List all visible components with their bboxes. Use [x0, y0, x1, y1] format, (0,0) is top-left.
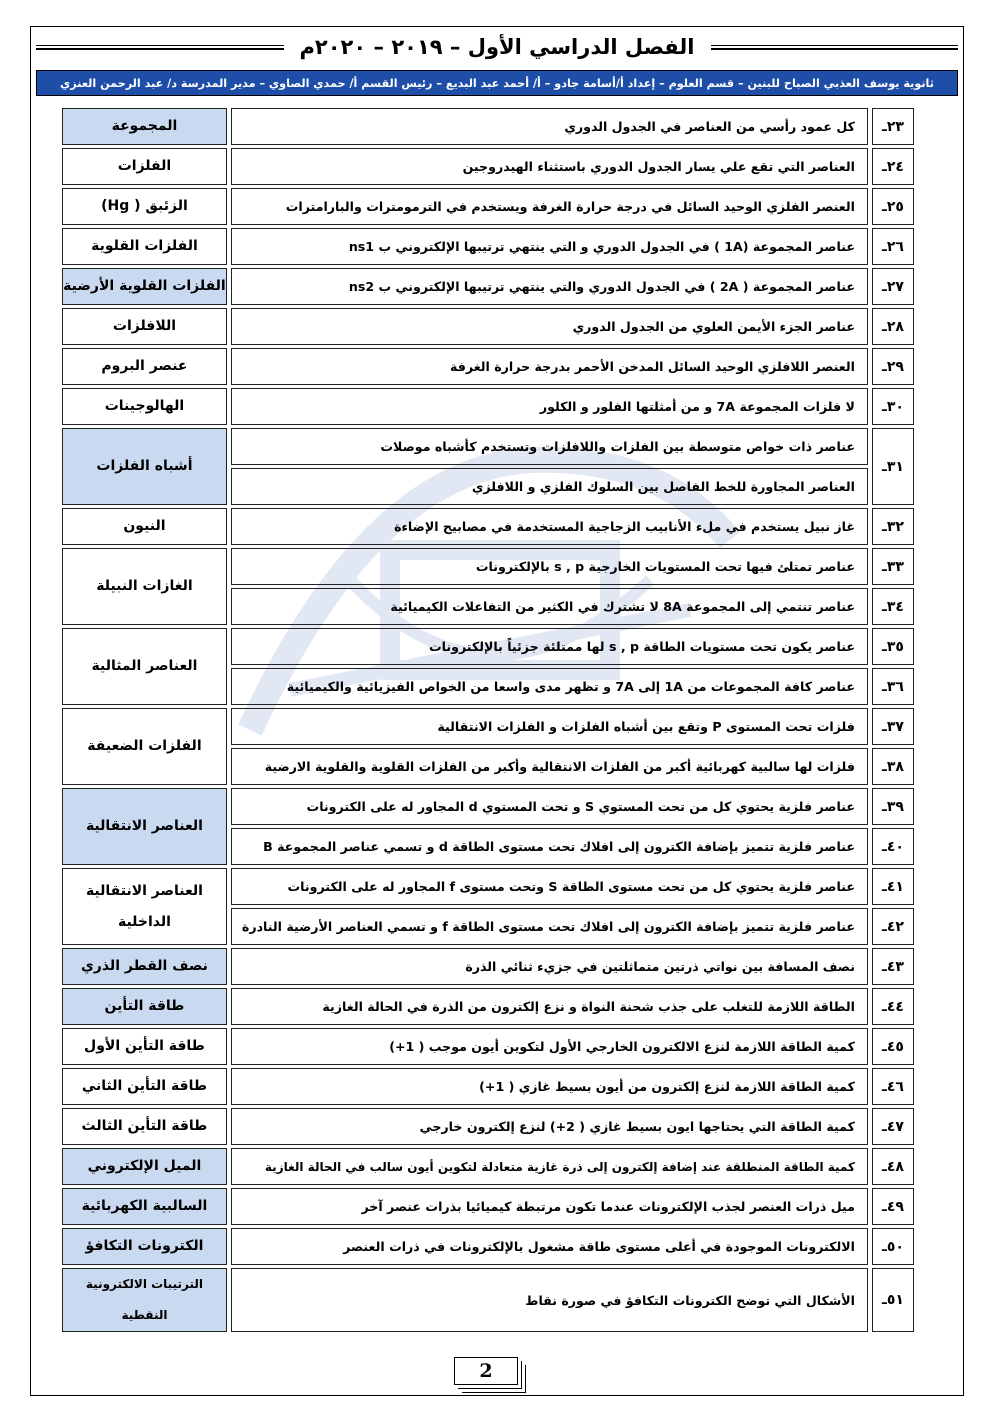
question-number: ٣٤ـ [872, 588, 914, 625]
answer-cell: طاقة التأين [62, 988, 227, 1025]
question-number: ٣٦ـ [872, 668, 914, 705]
question-number: ٣٧ـ [872, 708, 914, 745]
question-number: ٤٢ـ [872, 908, 914, 945]
question-number: ٤٣ـ [872, 948, 914, 985]
question-number: ٣٩ـ [872, 788, 914, 825]
answer-cell: اللافلزات [62, 308, 227, 345]
question-number: ٢٨ـ [872, 308, 914, 345]
answer-cell: النيون [62, 508, 227, 545]
definition-cell: ميل ذرات العنصر لجذب الإلكترونات عندما تكون مرتبطة كيميائيا بذرات عنصر آخر [231, 1188, 868, 1225]
table-row [62, 348, 914, 385]
definition-cell: الالكترونات الموجودة في أعلى مستوى طاقة مشغول بالإلكترونات في ذرات العنصر [231, 1228, 868, 1265]
definition-cell: عناصر فلزية تتميز بإضافة الكترون إلى افلاك تحت مستوى الطاقة d و تسمي عناصر المجموعة B [231, 828, 868, 865]
page-number: 2 [454, 1357, 518, 1385]
question-number: ٥١ـ [872, 1268, 914, 1332]
answer-cell: الفلزات القلوية الأرضية [62, 268, 227, 305]
question-number: ٢٤ـ [872, 148, 914, 185]
question-number: ٣٥ـ [872, 628, 914, 665]
definition-cell: عناصر تنتمي إلى المجموعة 8A لا تشترك في الكثير من التفاعلات الكيميائية [231, 588, 868, 625]
question-number: ٤١ـ [872, 868, 914, 905]
answer-cell: الفلزات [62, 148, 227, 185]
table-row [62, 268, 914, 305]
table-row [62, 1228, 914, 1265]
answer-cell: عنصر البروم [62, 348, 227, 385]
question-number: ٤٧ـ [872, 1108, 914, 1145]
table-row [62, 388, 914, 425]
answer-cell: الكترونات التكافؤ [62, 1228, 227, 1265]
definition-cell: عناصر المجموعة (1A ) في الجدول الدوري و التي ينتهي ترتيبها الإلكتروني ب ns1 [231, 228, 868, 265]
credits-bar [36, 70, 958, 96]
answer-cell: الفلزات الضعيفة [62, 708, 227, 785]
definition-cell: عناصر فلزية يحتوي كل من تحت مستوى الطاقة S وتحت مستوى f المجاور له على الكترونات [231, 868, 868, 905]
table-row [62, 508, 914, 545]
question-number: ٤٨ـ [872, 1148, 914, 1185]
question-number: ٤٤ـ [872, 988, 914, 1025]
definition-cell: عناصر الجزء الأيمن العلوي من الجدول الدوري [231, 308, 868, 345]
answer-cell: المجموعة [62, 108, 227, 145]
answer-cell: العناصر المثالية [62, 628, 227, 705]
definition-cell: غاز نبيل يستخدم في ملء الأنابيب الزجاجية المستخدمة في مصابيح الإضاءة [231, 508, 868, 545]
question-number: ٢٣ـ [872, 108, 914, 145]
question-number: ٢٥ـ [872, 188, 914, 225]
table-row [62, 148, 914, 185]
table-row [62, 188, 914, 225]
table-row [62, 1068, 914, 1105]
table-row [62, 988, 914, 1025]
question-number: ٢٧ـ [872, 268, 914, 305]
table-row [62, 108, 914, 145]
definition-cell: كمية الطاقة اللازمة لنزع إلكترون من أيون بسيط غازي ( 1+) [231, 1068, 868, 1105]
answer-cell: نصف القطر الذري [62, 948, 227, 985]
table-row [62, 708, 914, 745]
answer-cell: طاقة التأين الثالث [62, 1108, 227, 1145]
answer-cell: الميل الإلكتروني [62, 1148, 227, 1185]
table-row [62, 628, 914, 665]
definition-cell: العناصر المجاورة للخط الفاصل بين السلوك الفلزي و اللافلزي [231, 468, 868, 505]
table-row [62, 1268, 914, 1332]
table-row [62, 228, 914, 265]
question-number: ٤٥ـ [872, 1028, 914, 1065]
page-title: الفصل الدراسي الأول – ٢٠١٩ – ٢٠٢٠م [299, 35, 695, 59]
question-number: ٢٩ـ [872, 348, 914, 385]
answer-cell: طاقة التأين الأول [62, 1028, 227, 1065]
definition-cell: كل عمود رأسي من العناصر في الجدول الدوري [231, 108, 868, 145]
header-rule-right [711, 45, 959, 50]
table-row [62, 1108, 914, 1145]
question-number: ٤٠ـ [872, 828, 914, 865]
question-number: ٣٢ـ [872, 508, 914, 545]
answer-cell: السالبية الكهربائية [62, 1188, 227, 1225]
question-number: ٣٨ـ [872, 748, 914, 785]
definition-cell: فلزات لها سالبية كهربائية أكبر من الفلزات الانتقالية وأكبر من الفلزات القلوية والقلوية الارضية [231, 748, 868, 785]
definition-cell: عناصر كافة المجموعات من 1A إلى 7A و تظهر مدى واسعا من الخواص الفيزيائية والكيميائية [231, 668, 868, 705]
answer-cell: العناصر الانتقالية الداخلية [62, 868, 227, 945]
question-number: ٤٦ـ [872, 1068, 914, 1105]
definition-cell: لا فلزات المجموعة 7A و من أمثلتها الفلور و الكلور [231, 388, 868, 425]
question-number: ٢٦ـ [872, 228, 914, 265]
answer-cell: أشباه الفلزات [62, 428, 227, 505]
answer-cell: الغازات النبيلة [62, 548, 227, 625]
definition-cell: العنصر الفلزي الوحيد السائل في درجة حرارة الغرفة ويستخدم في الترمومترات والبارامترات [231, 188, 868, 225]
header-rule-left [36, 45, 284, 50]
definition-cell: عناصر ذات خواص متوسطة بين الفلزات واللافلزات وتستخدم كأشباه موصلات [231, 428, 868, 465]
definitions-table [58, 105, 918, 1335]
definition-cell: العناصر التي تقع علي يسار الجدول الدوري باستثناء الهيدروجين [231, 148, 868, 185]
table-row [62, 1148, 914, 1185]
definition-cell: العنصر اللافلزي الوحيد السائل المدخن الأحمر بدرجة حرارة الغرفة [231, 348, 868, 385]
table-row [62, 308, 914, 345]
credits-text: ثانوية يوسف العذبي الصباح للبنين – قسم العلوم – إعداد أ/أسامة جادو – أ/ أحمد عبد البديع – رئيس القسم أ/ حمدي الصاوي – مدير المدرسة د/ عبد الرحمن العنزي [60, 76, 934, 90]
definition-cell: الطاقة اللازمة للتغلب على جذب شحنة النواة و نزع إلكترون من الذرة في الحالة الغازية [231, 988, 868, 1025]
definition-cell: الأشكال التي توضح الكترونات التكافؤ في صورة نقاط [231, 1268, 868, 1332]
definition-cell: عناصر تمتلئ فيها تحت المستويات الخارجية s , p بالإلكترونات [231, 548, 868, 585]
question-number: ٤٩ـ [872, 1188, 914, 1225]
definition-cell: كمية الطاقة اللازمة لنزع الالكترون الخارجي الأول لتكوين أيون موجب ( 1+) [231, 1028, 868, 1065]
definition-cell: فلزات تحت المستوى P وتقع بين أشباه الفلزات و الفلزات الانتقالية [231, 708, 868, 745]
definition-cell: عناصر يكون تحت مستويات الطاقة s , p لها ممتلئة جزئياً بالإلكترونات [231, 628, 868, 665]
question-number: ٣١ـ [872, 428, 914, 505]
answer-cell: طاقة التأين الثاني [62, 1068, 227, 1105]
table-row [62, 948, 914, 985]
definition-cell: عناصر المجموعة ( 2A ) في الجدول الدوري والتي ينتهي ترتيبها الإلكتروني ب ns2 [231, 268, 868, 305]
definition-cell: عناصر فلزية تتميز بإضافة الكترون إلى افلاك تحت مستوى الطاقة f و تسمي العناصر الأرضية النادرة [231, 908, 868, 945]
definition-cell: عناصر فلزية يحتوي كل من تحت المستوي S و تحت المستوي d المجاور له على الكترونات [231, 788, 868, 825]
question-number: ٣٣ـ [872, 548, 914, 585]
table-row [62, 788, 914, 825]
definition-cell: كمية الطاقة المنطلقة عند إضافة إلكترون إلى ذرة غازية متعادلة لتكوين أيون سالب في الحالة الغازية [231, 1148, 868, 1185]
table-row [62, 548, 914, 585]
page-header [30, 28, 964, 66]
answer-cell: الهالوجينات [62, 388, 227, 425]
table-row [62, 1188, 914, 1225]
definition-cell: كمية الطاقة التي يحتاجها ايون بسيط غازي ( 2+) لنزع إلكترون خارجي [231, 1108, 868, 1145]
answer-cell: العناصر الانتقالية [62, 788, 227, 865]
table-row [62, 868, 914, 905]
table-row [62, 428, 914, 465]
answer-cell: الزئبق ( Hg) [62, 188, 227, 225]
question-number: ٣٠ـ [872, 388, 914, 425]
definition-cell: نصف المسافة بين نواتي ذرتين متماثلتين في جزيء ثنائي الذرة [231, 948, 868, 985]
answer-cell: الفلزات القلوية [62, 228, 227, 265]
answer-cell: الترتيبات الالكترونية النقطية [62, 1268, 227, 1332]
question-number: ٥٠ـ [872, 1228, 914, 1265]
table-row [62, 1028, 914, 1065]
